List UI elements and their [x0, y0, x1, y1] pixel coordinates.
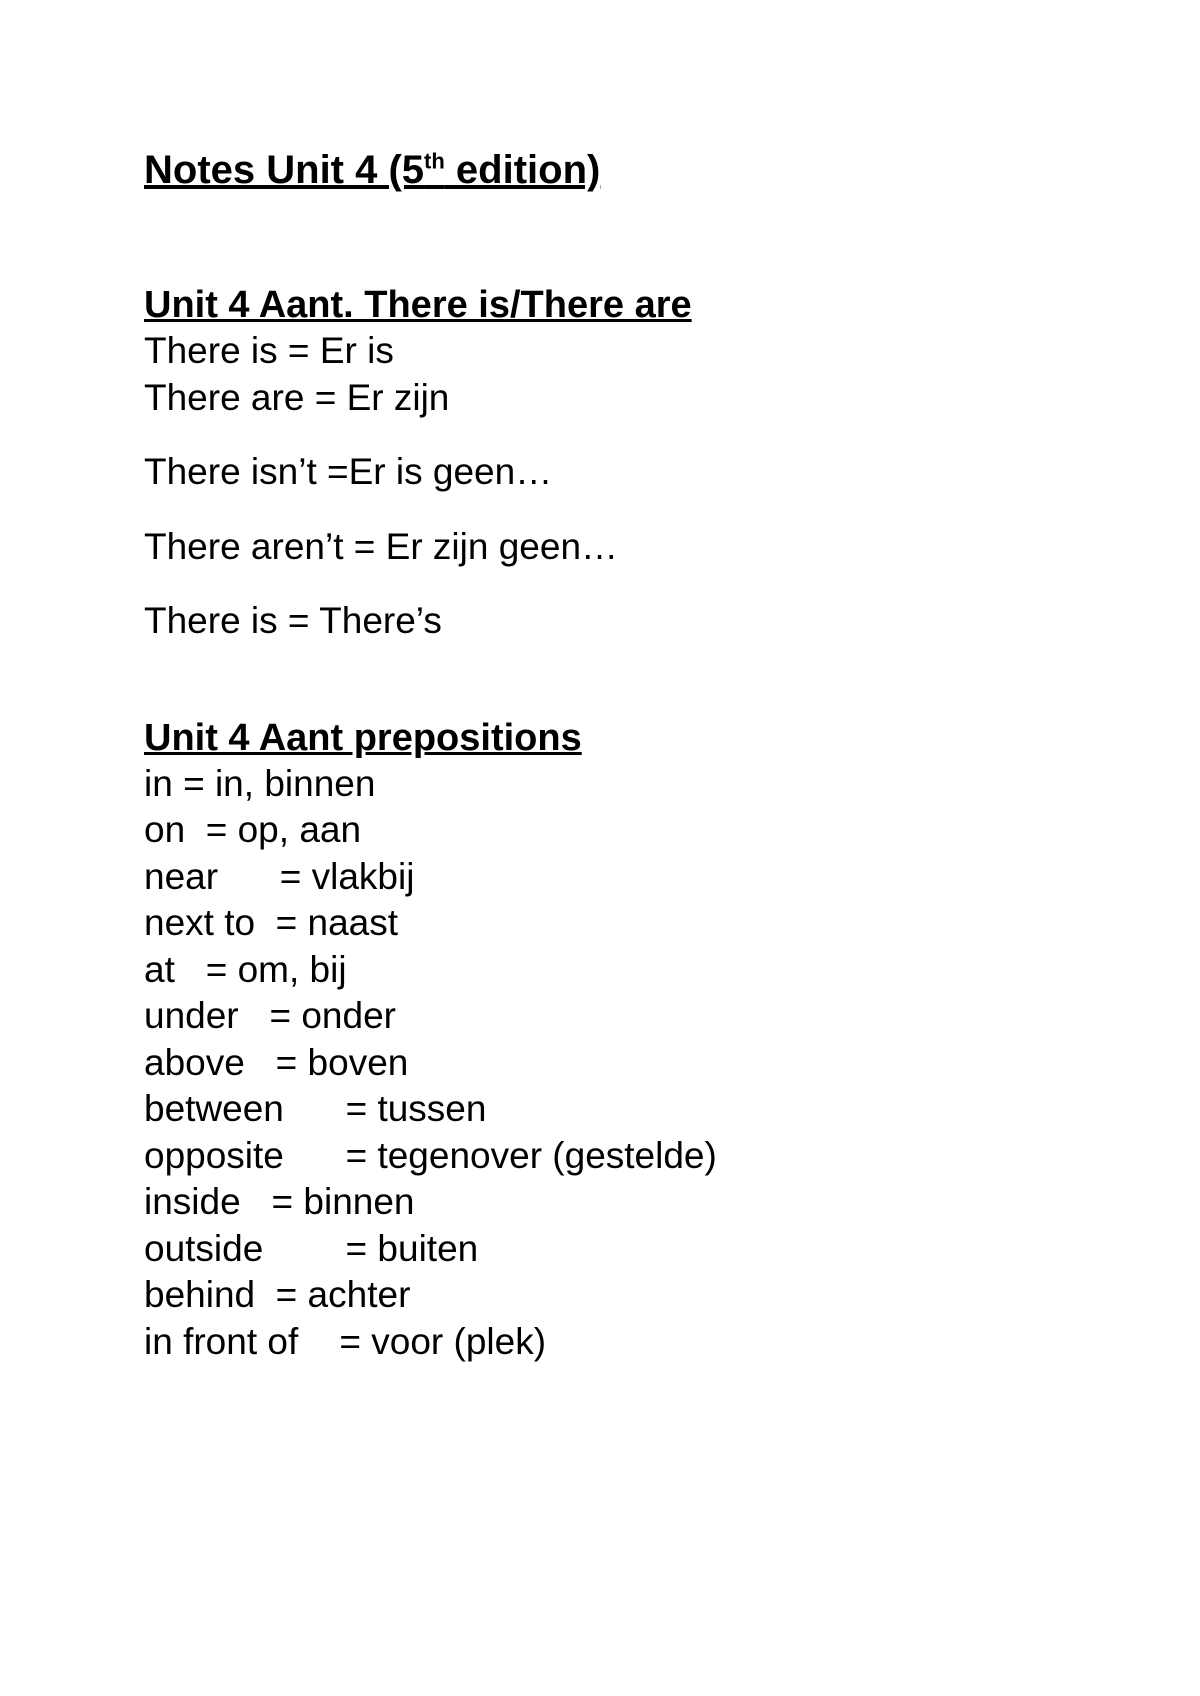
preposition-line: above = boven — [144, 1041, 409, 1083]
preposition-line: near = vlakbij — [144, 855, 415, 897]
document-content — [144, 140, 1104, 1365]
note-line: There is = There’s — [144, 600, 442, 641]
note-line: There isn’t =Er is geen… — [144, 451, 553, 492]
note-line: There is = Er is — [144, 330, 394, 371]
preposition-line: outside = buiten — [144, 1227, 479, 1269]
section-heading-there-is: Unit 4 Aant. There is/There are — [144, 284, 692, 326]
preposition-line: in front of = voor (plek) — [144, 1320, 547, 1362]
page-title — [144, 140, 1104, 200]
preposition-line: behind = achter — [144, 1274, 411, 1315]
preposition-line: under = onder — [144, 995, 396, 1036]
preposition-line: inside = binnen — [144, 1181, 415, 1222]
preposition-line: on = op, aan — [144, 809, 362, 850]
preposition-line: at = om, bij — [144, 948, 347, 990]
page-title-suffix: edition) — [444, 148, 601, 192]
preposition-line: opposite = tegenover (gestelde) — [144, 1134, 717, 1176]
note-line: There are = Er zijn — [144, 376, 450, 418]
preposition-line: between = tussen — [144, 1088, 487, 1129]
page-title-prefix: Notes Unit 4 (5 — [144, 148, 425, 192]
preposition-line: next to = naast — [144, 902, 399, 943]
page-title-superscript: th — [424, 148, 445, 174]
note-line: There aren’t = Er zijn geen… — [144, 525, 619, 567]
section-heading-prepositions: Unit 4 Aant prepositions — [144, 716, 582, 759]
preposition-line: in = in, binnen — [144, 762, 376, 804]
